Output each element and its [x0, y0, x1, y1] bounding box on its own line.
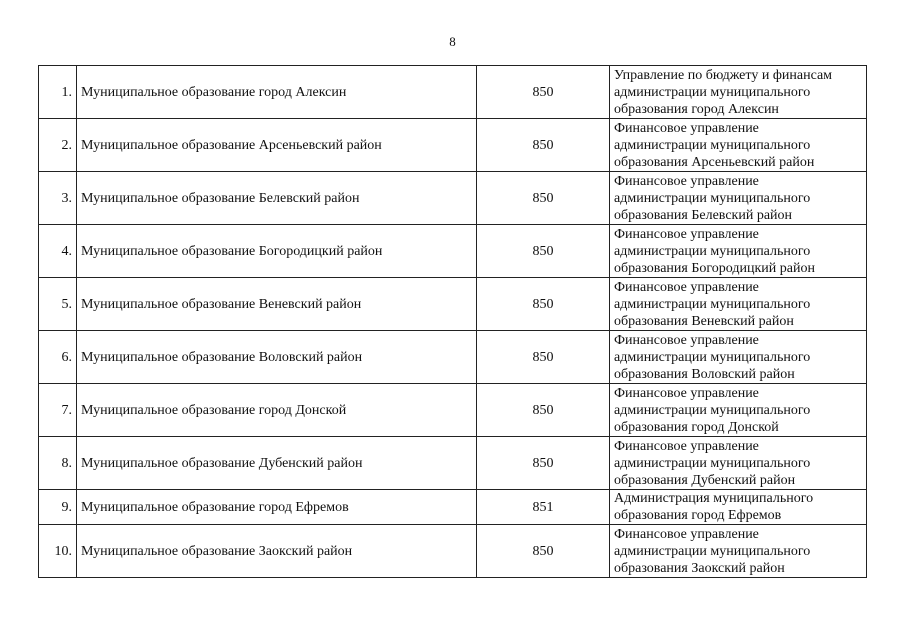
municipality-name: Муниципальное образование город Ефремов [77, 490, 477, 525]
municipality-name: Муниципальное образование Заокский район [77, 525, 477, 578]
budget-code: 850 [477, 331, 610, 384]
budget-code: 851 [477, 490, 610, 525]
budget-code: 850 [477, 225, 610, 278]
table-row [39, 225, 867, 278]
municipality-name: Муниципальное образование Веневский район [77, 278, 477, 331]
table-row [39, 525, 867, 578]
finance-authority: Финансовое управление администрации муниципального образования Веневский район [610, 278, 867, 331]
table-row [39, 278, 867, 331]
budget-code: 850 [477, 437, 610, 490]
table-row [39, 66, 867, 119]
budget-code: 850 [477, 384, 610, 437]
table-row [39, 490, 867, 525]
finance-authority: Управление по бюджету и финансам администрации муниципального образования город Алексин [610, 66, 867, 119]
row-number: 6. [39, 331, 77, 384]
municipality-name: Муниципальное образование город Донской [77, 384, 477, 437]
row-number: 5. [39, 278, 77, 331]
table-row [39, 172, 867, 225]
municipality-name: Муниципальное образование Арсеньевский район [77, 119, 477, 172]
table-row [39, 119, 867, 172]
budget-code: 850 [477, 525, 610, 578]
row-number: 10. [39, 525, 77, 578]
row-number: 1. [39, 66, 77, 119]
table-row [39, 384, 867, 437]
finance-authority: Финансовое управление администрации муниципального образования Арсеньевский район [610, 119, 867, 172]
table-row [39, 437, 867, 490]
row-number: 8. [39, 437, 77, 490]
row-number: 9. [39, 490, 77, 525]
budget-code: 850 [477, 278, 610, 331]
finance-authority: Финансовое управление администрации муниципального образования Дубенский район [610, 437, 867, 490]
budget-code: 850 [477, 119, 610, 172]
finance-authority: Финансовое управление администрации муниципального образования Богородицкий район [610, 225, 867, 278]
municipality-name: Муниципальное образование Дубенский район [77, 437, 477, 490]
page-number: 8 [449, 34, 456, 49]
row-number: 4. [39, 225, 77, 278]
municipality-name: Муниципальное образование Богородицкий район [77, 225, 477, 278]
municipal-registry-table [38, 65, 867, 578]
municipality-name: Муниципальное образование Белевский район [77, 172, 477, 225]
budget-code: 850 [477, 172, 610, 225]
row-number: 3. [39, 172, 77, 225]
table-row [39, 331, 867, 384]
finance-authority: Администрация муниципального образования город Ефремов [610, 490, 867, 525]
finance-authority: Финансовое управление администрации муниципального образования город Донской [610, 384, 867, 437]
finance-authority: Финансовое управление администрации муниципального образования Заокский район [610, 525, 867, 578]
finance-authority: Финансовое управление администрации муниципального образования Белевский район [610, 172, 867, 225]
finance-authority: Финансовое управление администрации муниципального образования Воловский район [610, 331, 867, 384]
municipality-name: Муниципальное образование Воловский район [77, 331, 477, 384]
row-number: 2. [39, 119, 77, 172]
budget-code: 850 [477, 66, 610, 119]
municipality-name: Муниципальное образование город Алексин [77, 66, 477, 119]
row-number: 7. [39, 384, 77, 437]
